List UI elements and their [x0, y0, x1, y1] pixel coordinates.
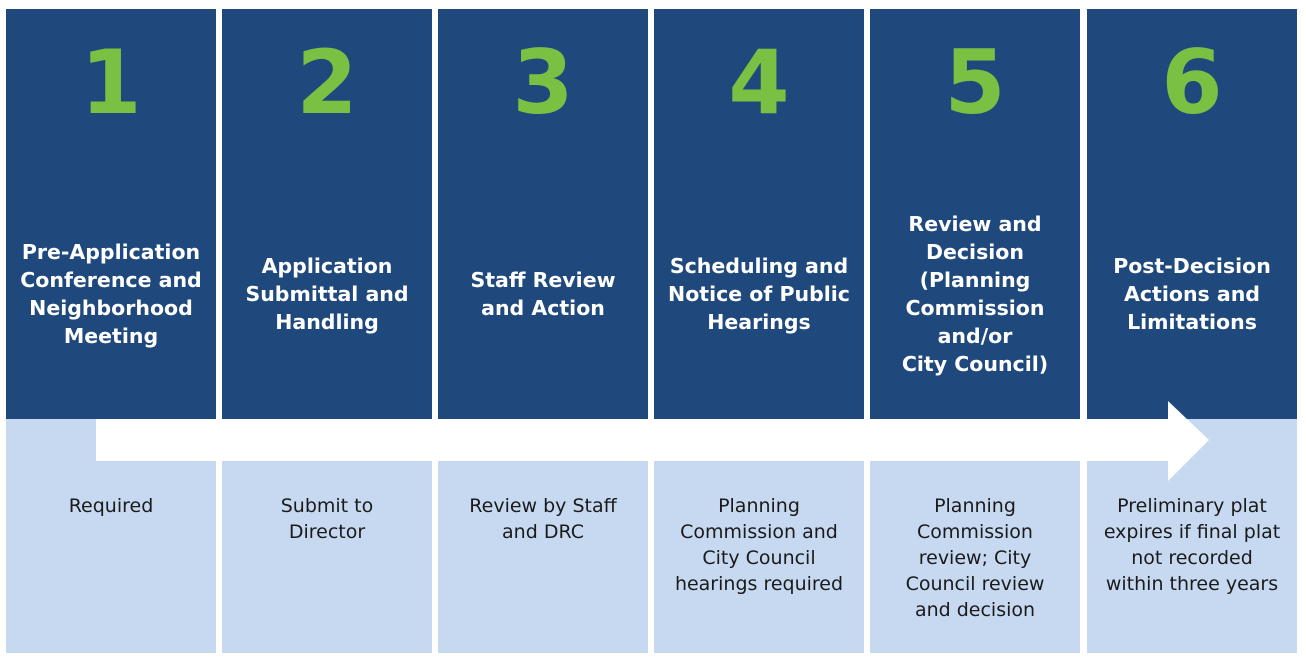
- step-title: Post-Decision Actions and Limitations: [1113, 254, 1271, 334]
- step-column-6: [1087, 9, 1297, 653]
- step-number: 1: [80, 31, 142, 134]
- step-column-3: [438, 9, 648, 653]
- step-title: Scheduling and Notice of Public Hearings: [668, 254, 850, 334]
- step-column-5: [870, 9, 1080, 653]
- step-number: 6: [1161, 31, 1223, 134]
- step-title: Review and Decision (Planning Commission and/or City Council): [901, 212, 1049, 376]
- step-title: Staff Review and Action: [470, 268, 616, 320]
- step-column-1: [6, 9, 216, 653]
- step-number: 4: [728, 31, 790, 134]
- step-number: 3: [512, 31, 574, 134]
- step-number: 2: [296, 31, 358, 134]
- step-column-4: [654, 9, 864, 653]
- step-description: Planning Commission and City Council hearings required: [674, 495, 844, 595]
- step-description: Submit to Director: [280, 495, 374, 543]
- step-title: Application Submittal and Handling: [245, 254, 409, 334]
- step-description: Required: [68, 495, 154, 517]
- step-description: Planning Commission review; City Council review and decision: [905, 495, 1045, 621]
- step-number: 5: [944, 31, 1006, 134]
- step-description: Review by Staff and DRC: [469, 495, 617, 543]
- step-title: Pre-Application Conference and Neighborhood Meeting: [20, 240, 202, 348]
- step-column-2: [222, 9, 432, 653]
- step-description: Preliminary plat expires if final plat not recorded within three years: [1103, 495, 1281, 595]
- step-description-panel: [6, 419, 216, 653]
